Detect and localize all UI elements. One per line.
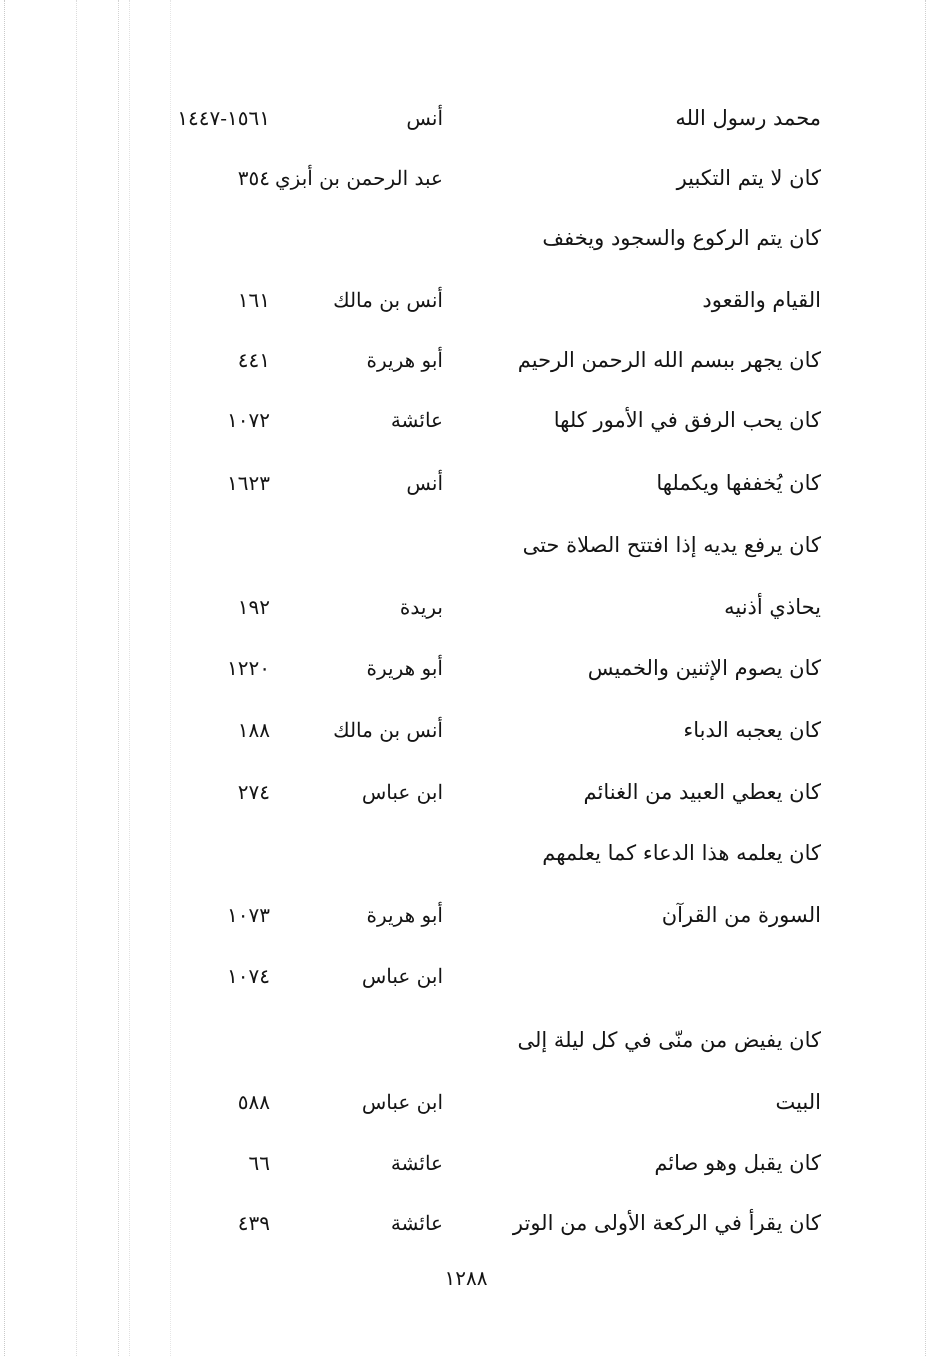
narrator-name: بريدة — [399, 595, 443, 619]
narrator-name: عائشة — [390, 1151, 443, 1175]
index-entry — [0, 280, 933, 320]
index-entry — [0, 1203, 933, 1243]
hadith-number: ٦٦ — [248, 1151, 270, 1175]
hadith-text: كان يقرأ في الركعة الأولى من الوتر — [512, 1211, 821, 1235]
hadith-number: ١٦٢٣ — [227, 471, 270, 495]
hadith-number — [120, 525, 270, 565]
page-number: ١٢٨٨ — [444, 1266, 488, 1290]
hadith-number: ١٢٢٠ — [227, 656, 270, 680]
narrator-name: أبو هريرة — [366, 656, 443, 680]
index-entry — [0, 463, 933, 503]
hadith-number: ١٨٨ — [237, 718, 270, 742]
narrator-name: ابن عباس — [361, 780, 443, 804]
narrator-name: أنس بن مالك — [333, 718, 443, 742]
hadith-text: كان لا يتم التكبير — [676, 166, 821, 190]
narrator-name: عائشة — [390, 1211, 443, 1235]
index-entry — [0, 1143, 933, 1183]
hadith-text: كان يحب الرفق في الأمور كلها — [553, 408, 821, 432]
index-entry — [0, 218, 933, 258]
hadith-text: البيت — [775, 1090, 821, 1114]
hadith-number: ١٠٧٢ — [227, 408, 270, 432]
narrator-name: أنس بن مالك — [333, 288, 443, 312]
index-entry — [0, 400, 933, 440]
hadith-number: ١٥٦١-١٤٤٧ — [177, 106, 270, 130]
hadith-text — [401, 956, 821, 996]
hadith-text: كان يعطي العبيد من الغنائم — [583, 780, 821, 804]
hadith-number — [120, 218, 270, 258]
hadith-number: ٣٥٤ — [237, 166, 270, 190]
narrator-name: أنس — [406, 106, 443, 130]
narrator-name: عبد الرحمن بن أبزي — [275, 166, 443, 190]
hadith-text: السورة من القرآن — [661, 903, 821, 927]
index-entry — [0, 158, 933, 198]
hadith-number: ١٠٧٤ — [227, 964, 270, 988]
hadith-number: ٤٣٩ — [237, 1211, 270, 1235]
narrator-name: أبو هريرة — [366, 903, 443, 927]
hadith-text: كان يقبل وهو صائم — [654, 1151, 821, 1175]
index-entry — [0, 587, 933, 627]
hadith-text: محمد رسول الله — [675, 106, 821, 130]
hadith-number — [120, 1020, 270, 1060]
index-entry — [0, 98, 933, 138]
hadith-text: كان يعلمه هذا الدعاء كما يعلمهم — [542, 841, 821, 865]
hadith-number: ١٦١ — [237, 288, 270, 312]
hadith-number: ٥٨٨ — [237, 1090, 270, 1114]
narrator-name: أبو هريرة — [366, 348, 443, 372]
hadith-text: كان يعجبه الدباء — [683, 718, 821, 742]
narrator-name: أنس — [406, 471, 443, 495]
hadith-number: ٢٧٤ — [237, 780, 270, 804]
index-entry — [0, 1020, 933, 1060]
index-entry — [0, 895, 933, 935]
hadith-text: القيام والقعود — [702, 288, 821, 312]
narrator-name: ابن عباس — [361, 1090, 443, 1114]
index-entry — [0, 833, 933, 873]
hadith-text: يحاذي أذنيه — [724, 595, 821, 619]
hadith-text: كان يرفع يديه إذا افتتح الصلاة حتى — [522, 533, 821, 557]
index-entry — [0, 710, 933, 750]
narrator-name: ابن عباس — [361, 964, 443, 988]
index-entry — [0, 525, 933, 565]
hadith-text: كان يفيض من منّى في كل ليلة إلى — [517, 1028, 821, 1052]
index-entry — [0, 340, 933, 380]
hadith-number: ١٩٢ — [237, 595, 270, 619]
hadith-number: ٤٤١ — [237, 348, 270, 372]
hadith-text: كان يجهر ببسم الله الرحمن الرحيم — [517, 348, 821, 372]
hadith-number: ١٠٧٣ — [227, 903, 270, 927]
hadith-text: كان يصوم الإثنين والخميس — [587, 656, 821, 680]
hadith-text: كان يتم الركوع والسجود ويخفف — [542, 226, 821, 250]
narrator-name: عائشة — [390, 408, 443, 432]
index-entry — [0, 1082, 933, 1122]
index-entry — [0, 956, 933, 996]
index-entry — [0, 648, 933, 688]
hadith-number — [120, 833, 270, 873]
index-entry — [0, 772, 933, 812]
hadith-text: كان يُخففها ويكملها — [656, 471, 821, 495]
